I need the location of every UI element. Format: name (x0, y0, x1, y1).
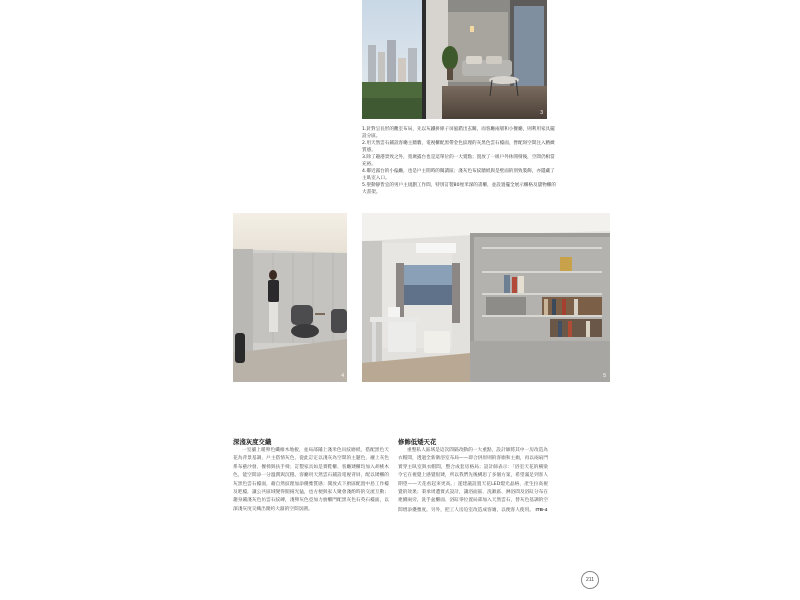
right-article-heading: 修飾低矮天花 (398, 438, 437, 446)
photo-number: 5 (603, 373, 606, 379)
photo-captions (362, 126, 556, 196)
right-article-body (398, 447, 548, 515)
photo-number: 4 (341, 373, 344, 379)
caption-5: 5.聖動靜皆宜的男戶主規劃工作間，特別訂製80厘米深的書櫃，並設置擺全展示櫃格及儲物櫃的大書架。 (362, 183, 556, 195)
right-article-paragraph (398, 447, 548, 515)
caption-4: 4.鄰近露台的小偏廳，也是戶主閒時的閱讀區；淺灰色布紋牆紙與是壁面的別致裝飾，亦隱藏了主臥室入口。 (362, 169, 555, 181)
balcony-photo (362, 0, 547, 119)
left-article-heading: 深淺灰度交織 (233, 438, 272, 446)
left-article-paragraph: 一室舖上暖卵色纖維木地板，並局部鋪上淺米色吊紋磨紙，搭配黑色天花為背景基調，戶主搭情灰色，從此訂定以淺灰為空間的主題色，襯上灰色系布藝沙發、餐椅與扶手椅；訂製家具如是實鞋櫃、客廳矮櫃均加入胡桃木色，能空間添一分溫潤與沉穩。客廳用天然雲石鋪設電視背屏，配以矮櫃的灰黑色雲石檯面，藉自然紋理加添優雅質感；開放式下廚區配置中島工作檯及吧檯，讓公共區域變得開揚光猛，也方便與家人聚會淺酌時的交流互動；趨身鋪淺灰色仿雲石紋磚，淺卵灰色亞加力廚櫃門配黑灰色石英石檯面，以深淺灰度交織出簡約大器的空間氛圍。 (233, 448, 389, 512)
photo-number: 3 (540, 110, 543, 116)
corridor-photo (233, 213, 347, 382)
study-photo (362, 213, 610, 382)
caption-3: 3.除了趣港景致之外，寬廣露台也是這單位的一大賣點；置放了一組戶外休閒椅後，空間仍相當充裕。 (362, 155, 555, 167)
caption-1: 1.針對呈長形的觀室布局，先以灰鐵拼條子屏風錯出玄關，而客廳兩層和小餐廳，則利用家具擺設分區。 (362, 127, 555, 139)
article-code: ITB-4 (535, 506, 548, 512)
page-number: 211 (581, 571, 599, 589)
caption-2: 2.用天然雲石鋪設客廳主牆牆，電視櫃配黑帶金色紋理的灰黑色雲石檯面，營配斑空間注入精緻質感。 (362, 141, 555, 153)
left-article-body (233, 447, 389, 514)
right-article-text: 重整私人區域是這次間隔改動的一大重點，設計師將其中一房改造為衣帽間，透過全新衛浴室布局——即合併原則的客廁和主廁，再以兩扇門實穿主臥室與衣帽間，整合成套房格局；設計師表示：「浴室天花的橫梁令它在視覺上感覺很矮，所以我們先後構思了多個方案，希望滿足到客人期望——天花看起來更高。」遂建議設置天花LED燈光晶格，產生拉高視覺的效果；秉承周遭實式設計，讓浴面區、洗漱區、淋浴間及浴缸分布在連續兩旁，洗手盆櫃面、浴缸零位置局部加入天然雲石，替灰色基調的空間增添優雅度。另外，把工人房迫室改造成客廁，以便客人使用。 (398, 448, 549, 513)
